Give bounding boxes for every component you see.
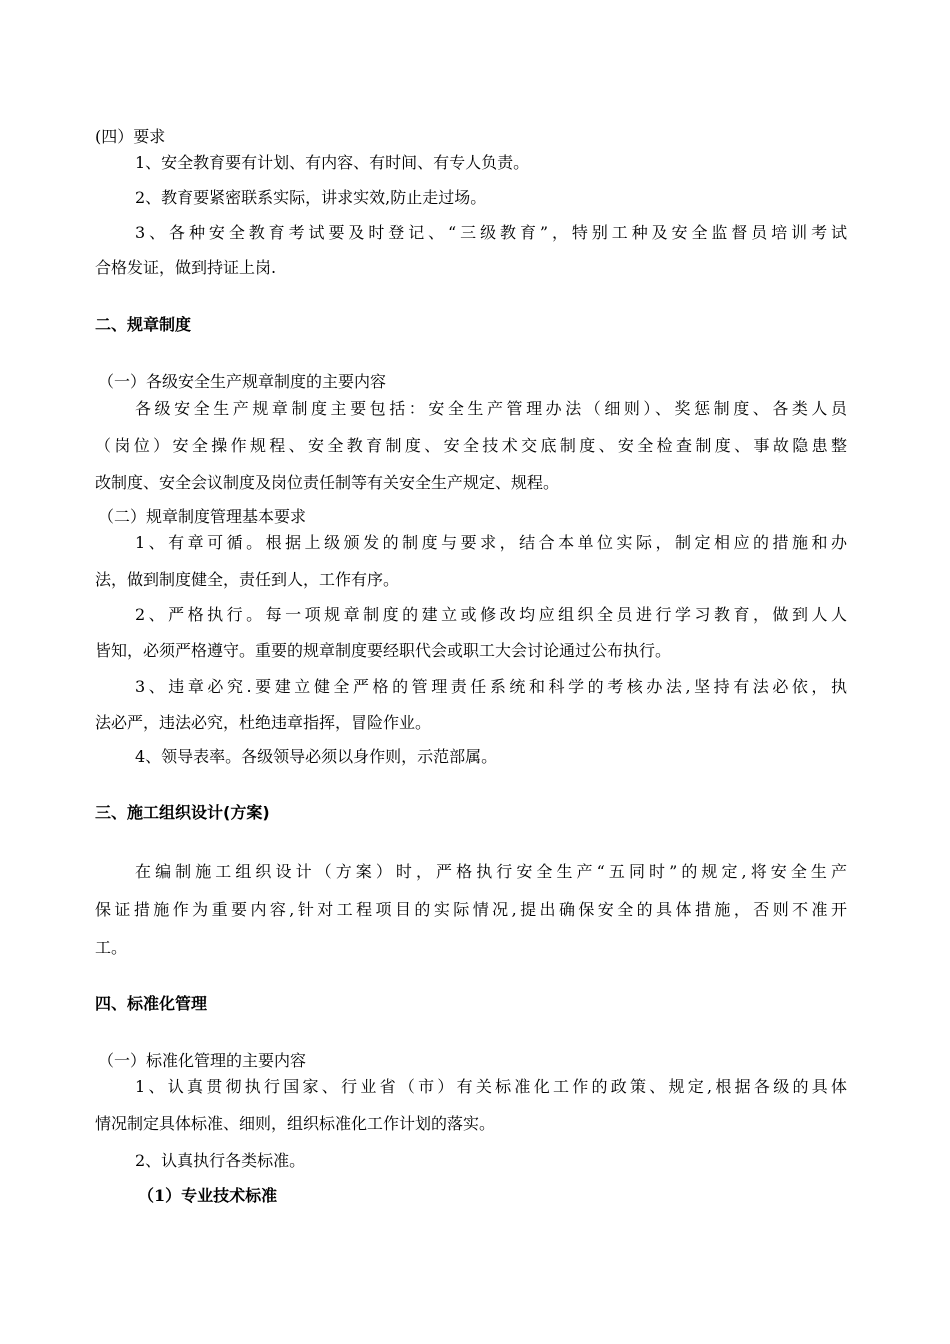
section-heading-3: 三、施工组织设计(方案) <box>95 803 270 822</box>
paragraph: 3、违章必究.要建立健全严格的管理责任系统和科学的考核办法,坚持有法必依，执 <box>135 677 847 696</box>
paragraph: 情况制定具体标准、细则，组织标准化工作计划的落实。 <box>95 1114 496 1133</box>
paragraph: 4、领导表率。各级领导必须以身作则，示范部属。 <box>135 747 498 766</box>
paragraph: 在编制施工组织设计（方案）时，严格执行安全生产“五同时”的规定,将安全生产 <box>135 862 847 881</box>
paragraph: 1、认真贯彻执行国家、行业省（市）有关标准化工作的政策、规定,根据各级的具体 <box>135 1077 847 1096</box>
paragraph: 法必严，违法必究，杜绝违章指挥，冒险作业。 <box>95 713 432 732</box>
paragraph: 皆知，必须严格遵守。重要的规章制度要经职代会或职工大会讨论通过公布执行。 <box>95 641 672 660</box>
section-heading-2: 二、规章制度 <box>95 315 192 334</box>
paragraph: 1、安全教育要有计划、有内容、有时间、有专人负责。 <box>135 153 530 172</box>
paragraph: 2、认真执行各类标准。 <box>135 1151 306 1170</box>
subsection-title: （一）各级安全生产规章制度的主要内容 <box>98 372 387 391</box>
paragraph: 各级安全生产规章制度主要包括：安全生产管理办法（细则）、奖惩制度、各类人员 <box>135 399 847 418</box>
subsection-title: （一）标准化管理的主要内容 <box>98 1051 307 1070</box>
paragraph: 保证措施作为重要内容,针对工程项目的实际情况,提出确保安全的具体措施，否则不准开 <box>95 900 847 919</box>
paragraph: （岗位）安全操作规程、安全教育制度、安全技术交底制度、安全检查制度、事故隐患整 <box>95 436 847 455</box>
paragraph: 工。 <box>95 938 128 957</box>
paragraph: 合格发证，做到持证上岗. <box>95 258 277 277</box>
sub-item-title: （1）专业技术标准 <box>138 1186 278 1205</box>
paragraph: 1、有章可循。根据上级颁发的制度与要求，结合本单位实际，制定相应的措施和办 <box>135 533 847 552</box>
subsection-title: （二）规章制度管理基本要求 <box>98 507 307 526</box>
paragraph: 3、各种安全教育考试要及时登记、“三级教育”，特别工种及安全监督员培训考试 <box>135 223 847 242</box>
subsection-title-requirements: (四）要求 <box>95 127 166 146</box>
paragraph: 改制度、安全会议制度及岗位责任制等有关安全生产规定、规程。 <box>95 473 560 492</box>
section-heading-4: 四、标准化管理 <box>95 994 208 1013</box>
paragraph: 2、教育要紧密联系实际，讲求实效,防止走过场。 <box>135 188 487 207</box>
paragraph: 2、严格执行。每一项规章制度的建立或修改均应组织全员进行学习教育，做到人人 <box>135 605 847 624</box>
paragraph: 法，做到制度健全，责任到人，工作有序。 <box>95 570 400 589</box>
